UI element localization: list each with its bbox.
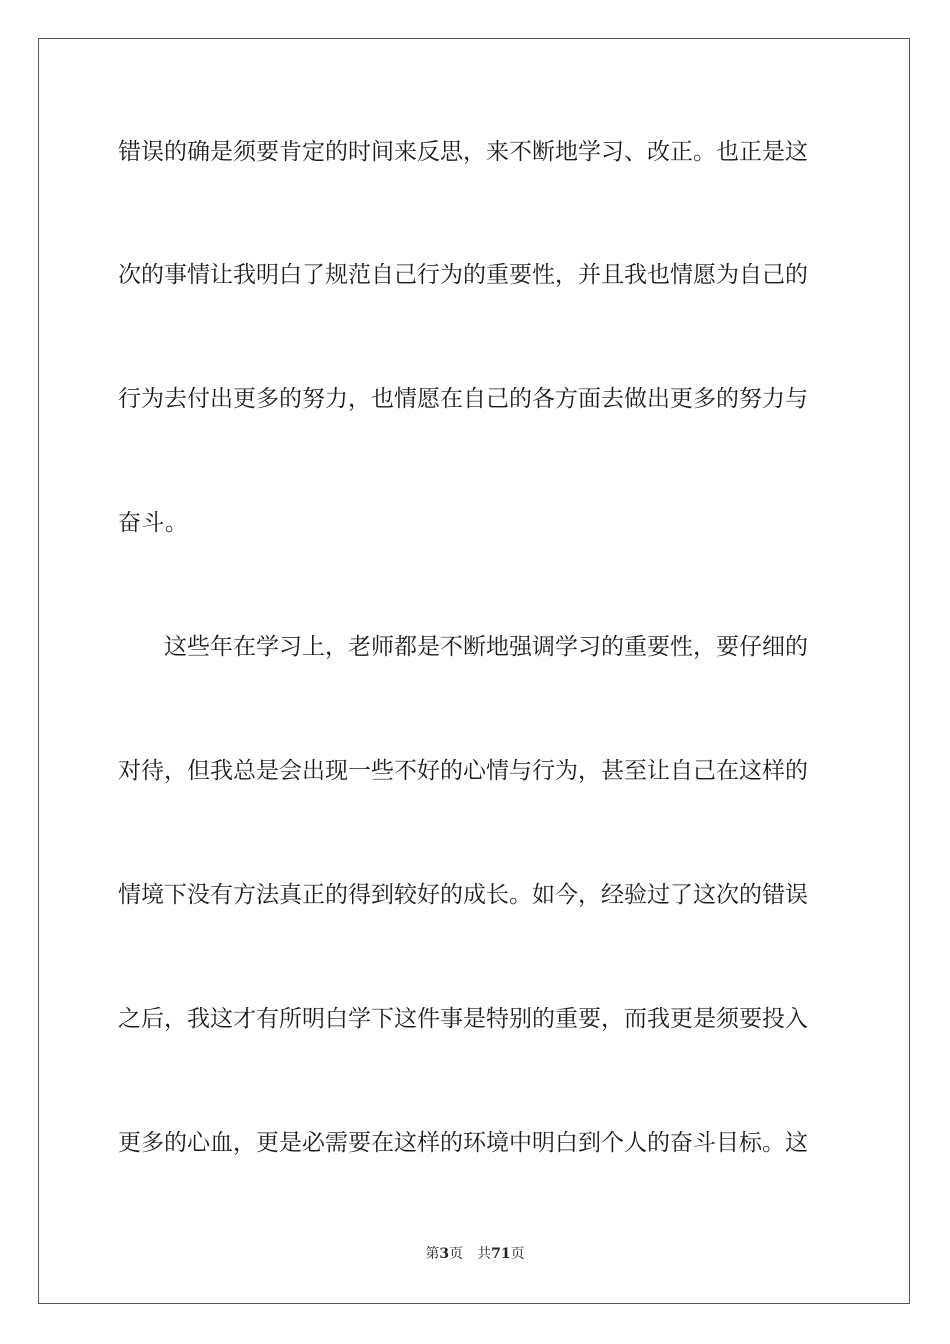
total-pages: 71 bbox=[491, 1246, 511, 1262]
page-footer bbox=[0, 1243, 950, 1263]
page-suffix: 页 bbox=[449, 1246, 464, 1262]
text-line-8: 之后，我这才有所明白学下这件事是特别的重要，而我更是须要投入 bbox=[118, 1006, 808, 1032]
page-border bbox=[38, 38, 910, 1304]
text-line-5: 这些年在学习上，老师都是不断地强调学习的重要性，要仔细的 bbox=[118, 634, 808, 660]
page-prefix: 第 bbox=[425, 1246, 440, 1262]
page-number: 3 bbox=[439, 1246, 450, 1262]
total-suffix: 页 bbox=[510, 1246, 525, 1262]
text-line-6: 对待，但我总是会出现一些不好的心情与行为，甚至让自己在这样的 bbox=[118, 758, 808, 784]
total-prefix: 共 bbox=[477, 1246, 492, 1262]
text-line-4: 奋斗。 bbox=[118, 510, 189, 536]
text-line-9: 更多的心血，更是必需要在这样的环境中明白到个人的奋斗目标。这 bbox=[118, 1130, 808, 1156]
text-line-7: 情境下没有方法真正的得到较好的成长。如今，经验过了这次的错误 bbox=[118, 882, 808, 908]
text-line-1: 错误的确是须要肯定的时间来反思，来不断地学习、改正。也正是这 bbox=[118, 139, 808, 165]
text-line-3: 行为去付出更多的努力，也情愿在自己的各方面去做出更多的努力与 bbox=[118, 386, 808, 412]
text-line-2: 次的事情让我明白了规范自己行为的重要性，并且我也情愿为自己的 bbox=[118, 262, 808, 288]
